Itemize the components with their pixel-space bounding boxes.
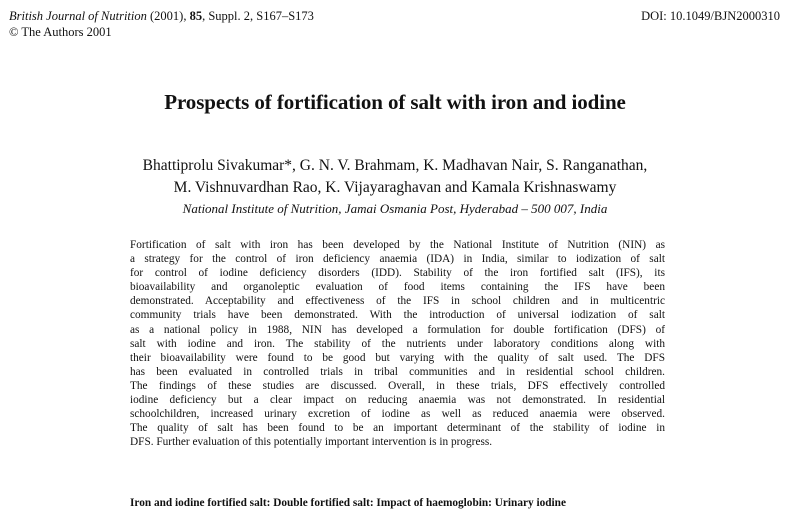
abstract-line: The quality of salt has been found to be an important determinant of the stability of iodine in — [130, 422, 665, 435]
journal-volume: 85 — [189, 9, 203, 23]
journal-pages: , Suppl. 2, S167–S173 — [202, 9, 314, 23]
author-list — [60, 155, 730, 199]
abstract-line: their bioavailability were found to be good but varying with the quality of salt used. The DFS — [130, 351, 665, 364]
journal-year: (2001), — [150, 9, 187, 23]
abstract-line: DFS. Further evaluation of this potentially important intervention is in progress. — [130, 436, 493, 449]
journal-citation — [9, 8, 314, 40]
abstract-line: has been evaluated in controlled trials in tribal communities and in residential school children. — [130, 365, 665, 378]
author-line-2: M. Vishnuvardhan Rao, K. Vijayaraghavan and Kamala Krishnaswamy — [173, 179, 617, 196]
journal-name: British Journal of Nutrition — [9, 9, 147, 23]
abstract-line: The findings of these studies are discussed. Overall, in these trials, DFS effectively controlled — [130, 379, 665, 392]
abstract-line: a strategy for the control of iron deficiency anaemia (IDA) in India, similar to iodization of salt — [130, 253, 665, 266]
abstract-line: iodine deficiency but a clear impact on reducing anaemia was not demonstrated. In residential — [130, 394, 665, 407]
citation-line — [9, 8, 314, 24]
doi: DOI: 10.1049/BJN2000310 — [641, 9, 780, 23]
abstract-line: demonstrated. Acceptability and effectiveness of the IFS in school children and in multicentric — [130, 295, 665, 308]
author-line-1: Bhattiprolu Sivakumar*, G. N. V. Brahmam, K. Madhavan Nair, S. Ranganathan, — [142, 157, 648, 174]
abstract-line: for control of iodine deficiency disorders (IDD). Stability of the iron fortified salt (IFS), its — [130, 267, 665, 280]
abstract-line: schoolchildren, increased urinary excretion of iodine as well as reduced anaemia were observed. — [130, 408, 665, 421]
abstract-line: community trials have been demonstrated. With the introduction of universal iodization of salt — [130, 309, 665, 322]
abstract-line: as a national policy in 1988, NIN has developed a formulation for double fortification (DFS) of — [130, 323, 665, 336]
copyright-notice: © The Authors 2001 — [9, 25, 112, 39]
paper-title: Prospects of fortification of salt with iron and iodine — [164, 90, 626, 114]
keywords: Iron and iodine fortified salt: Double fortified salt: Impact of haemoglobin: Urinary iodine — [130, 497, 566, 509]
abstract-line: Fortification of salt with iron has been developed by the National Institute of Nutrition (NIN) as — [130, 239, 665, 251]
affiliation: National Institute of Nutrition, Jamai Osmania Post, Hyderabad – 500 007, India — [182, 201, 608, 216]
abstract — [130, 238, 665, 449]
abstract-line: bioavailability and organoleptic evaluation of food items containing the IFS have been — [130, 281, 665, 294]
abstract-line: salt with iodine and iron. The stability of the nutrients under laboratory conditions along with — [130, 337, 665, 350]
